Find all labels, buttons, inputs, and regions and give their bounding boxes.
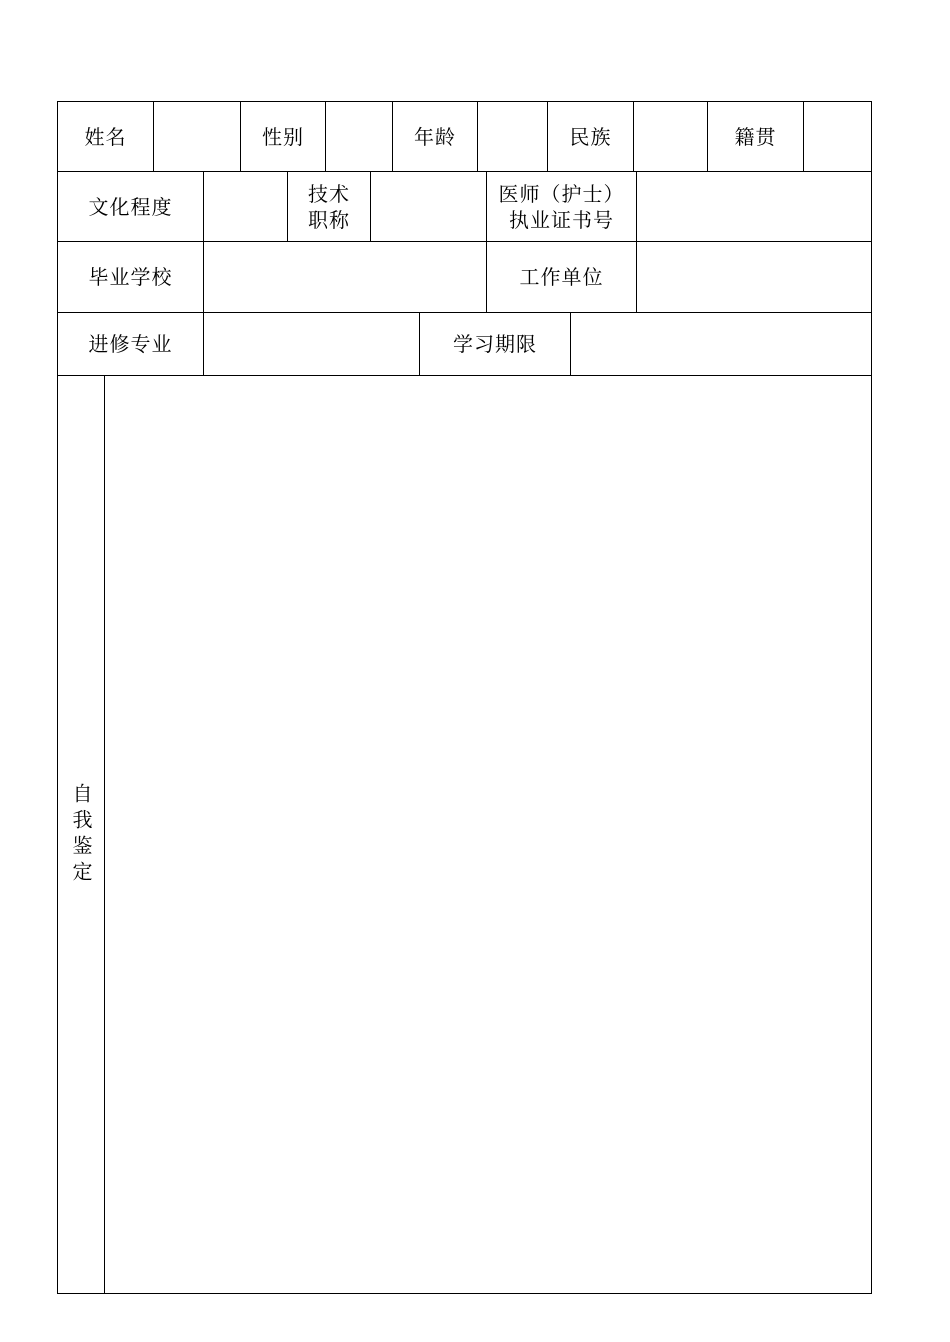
table-bottom-border	[57, 1293, 872, 1294]
education-label: 文化程度	[88, 194, 173, 219]
gender-field[interactable]	[326, 102, 392, 171]
work-unit-label: 工作单位	[519, 265, 604, 289]
self-assessment-label: 自我鉴定	[69, 782, 93, 887]
license-number-field[interactable]	[637, 172, 871, 241]
major-field[interactable]	[204, 313, 419, 375]
work-unit-field[interactable]	[637, 242, 871, 312]
table-right-border	[871, 101, 872, 1294]
self-assessment-content-area[interactable]	[105, 376, 871, 1293]
technical-title-field[interactable]	[371, 172, 486, 241]
license-line1: 医师（护士）	[498, 181, 625, 206]
name-label: 姓名	[84, 124, 127, 149]
technical-title-line1: 技术	[308, 181, 350, 206]
school-field[interactable]	[204, 242, 486, 312]
major-label: 进修专业	[88, 332, 173, 356]
self-assessment-label-cell	[58, 376, 104, 1293]
name-field[interactable]	[154, 102, 240, 171]
ethnicity-field[interactable]	[634, 102, 707, 171]
study-period-label: 学习期限	[453, 332, 537, 356]
education-field[interactable]	[204, 172, 287, 241]
license-number-label	[487, 172, 636, 241]
technical-title-line2: 职称	[308, 207, 350, 232]
study-period-field[interactable]	[571, 313, 871, 375]
gender-label: 性别	[262, 124, 304, 149]
technical-title-label	[288, 172, 370, 241]
age-field[interactable]	[478, 102, 547, 171]
age-label: 年龄	[414, 124, 456, 149]
native-place-field[interactable]	[804, 102, 871, 171]
native-place-label: 籍贯	[734, 124, 777, 149]
school-label: 毕业学校	[88, 265, 173, 289]
ethnicity-label: 民族	[569, 124, 612, 149]
license-line2: 执业证书号	[509, 207, 614, 232]
